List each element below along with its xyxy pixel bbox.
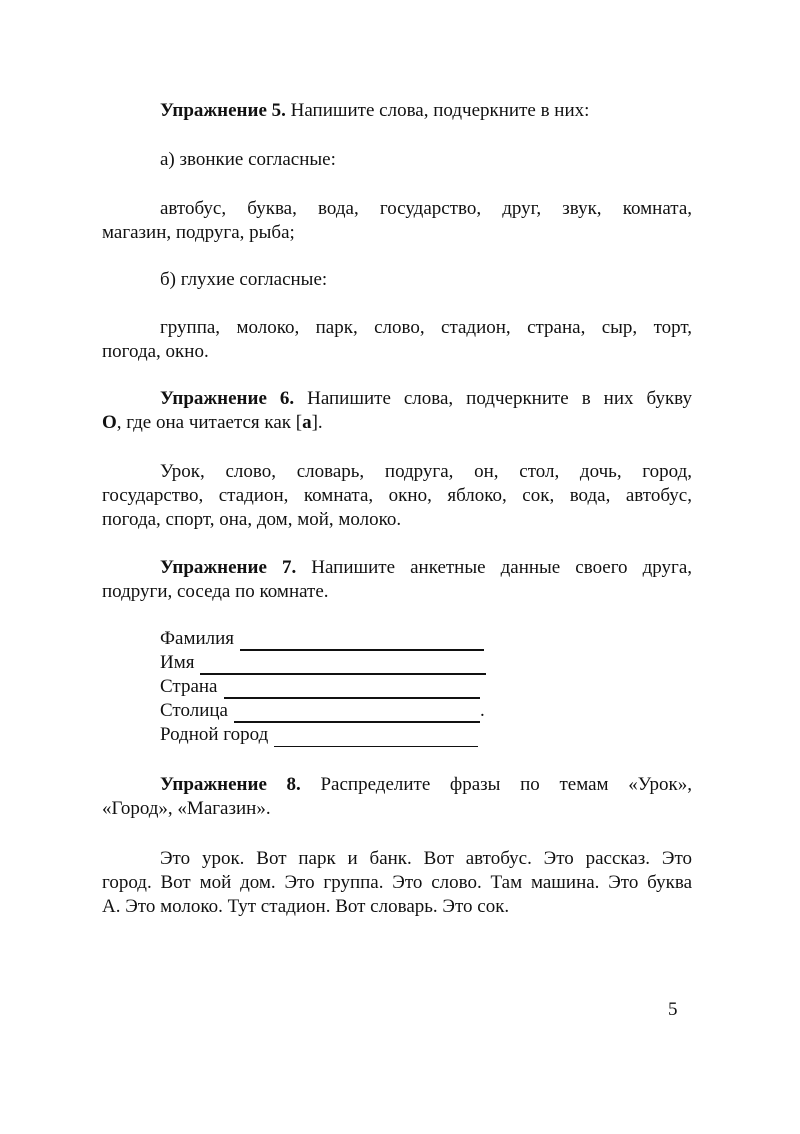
text-line: группа, молоко, парк, слово, стадион, страна, сыр, торт, [160, 317, 692, 338]
text-line: магазин, подруга, рыба; [102, 222, 295, 243]
form-row-surname [160, 627, 600, 651]
text-line [102, 773, 692, 797]
exercise-7-instruction: Напишите анкетные данные своего друга, [296, 557, 692, 578]
hometown-label: Родной город [160, 724, 269, 745]
country-label: Страна [160, 676, 218, 697]
surname-label: Фамилия [160, 628, 235, 649]
country-blank-line[interactable] [224, 679, 480, 699]
text-line: подруги, соседа по комнате. [102, 581, 329, 602]
exercise-6-words [102, 460, 692, 532]
exercise-6-instruction-end: ]. [311, 412, 323, 433]
hometown-blank-line[interactable] [274, 728, 478, 747]
form-row-country [160, 675, 600, 699]
text-line: погода, спорт, она, дом, мой, молоко. [102, 509, 402, 530]
exercise-6-letter: О [102, 412, 117, 433]
exercise-5-voiceless-label: б) глухие согласные: [160, 269, 328, 290]
capital-label: Столица [160, 700, 228, 721]
page-number: 5 [668, 999, 678, 1020]
text-line: город. Вот мой дом. Это группа. Это слово. Там машина. Это буква [102, 872, 692, 893]
exercise-8-instruction: Распределите фразы по темам «Урок», [300, 774, 692, 795]
exercise-8-title: Упражнение 8. [160, 774, 301, 795]
exercise-5-heading [102, 99, 692, 123]
text-line: Это урок. Вот парк и банк. Вот автобус. Это рассказ. Это [160, 848, 692, 869]
exercise-7-title: Упражнение 7. [160, 557, 297, 578]
form-row-capital [160, 699, 600, 723]
text-line: автобус, буква, вода, государство, друг, звук, комната, [160, 198, 692, 219]
exercise-5-voiceless-words [102, 316, 692, 364]
exercise-6-instruction-cont: , где она читается как [ [116, 412, 303, 433]
text-line: государство, стадион, комната, окно, яблоко, сок, вода, автобус, [102, 485, 692, 506]
name-label: Имя [160, 652, 195, 673]
exercise-8-text [102, 847, 692, 919]
form-row-name [160, 651, 600, 675]
text-line: Урок, слово, словарь, подруга, он, стол, дочь, город, [160, 461, 692, 482]
exercise-6-instruction: Напишите слова, подчеркните в них букву [294, 388, 692, 409]
text-line: А. Это молоко. Тут стадион. Вот словарь. Это сок. [102, 896, 510, 917]
exercise-5-voiced-words [102, 197, 692, 245]
surname-blank-line[interactable] [240, 631, 484, 651]
text-line [102, 387, 692, 411]
exercise-5-voiced-label: а) звонкие согласные: [160, 149, 336, 170]
text-line [102, 411, 692, 435]
exercise-5-instruction: Напишите слова, подчеркните в них: [285, 100, 590, 121]
exercise-8-heading [102, 773, 692, 821]
personal-data-form [160, 627, 600, 747]
capital-blank-line[interactable] [234, 703, 480, 723]
name-blank-line[interactable] [200, 655, 486, 675]
exercise-6-heading [102, 387, 692, 435]
text-line: погода, окно. [102, 341, 209, 362]
exercise-5-title: Упражнение 5. [160, 100, 286, 121]
form-row-hometown [160, 723, 600, 747]
capital-suffix: . [479, 700, 485, 721]
text-line: «Город», «Магазин». [102, 798, 271, 819]
exercise-6-title: Упражнение 6. [160, 388, 295, 409]
exercise-6-sound: а [302, 412, 312, 433]
text-line [102, 556, 692, 580]
exercise-7-heading [102, 556, 692, 604]
